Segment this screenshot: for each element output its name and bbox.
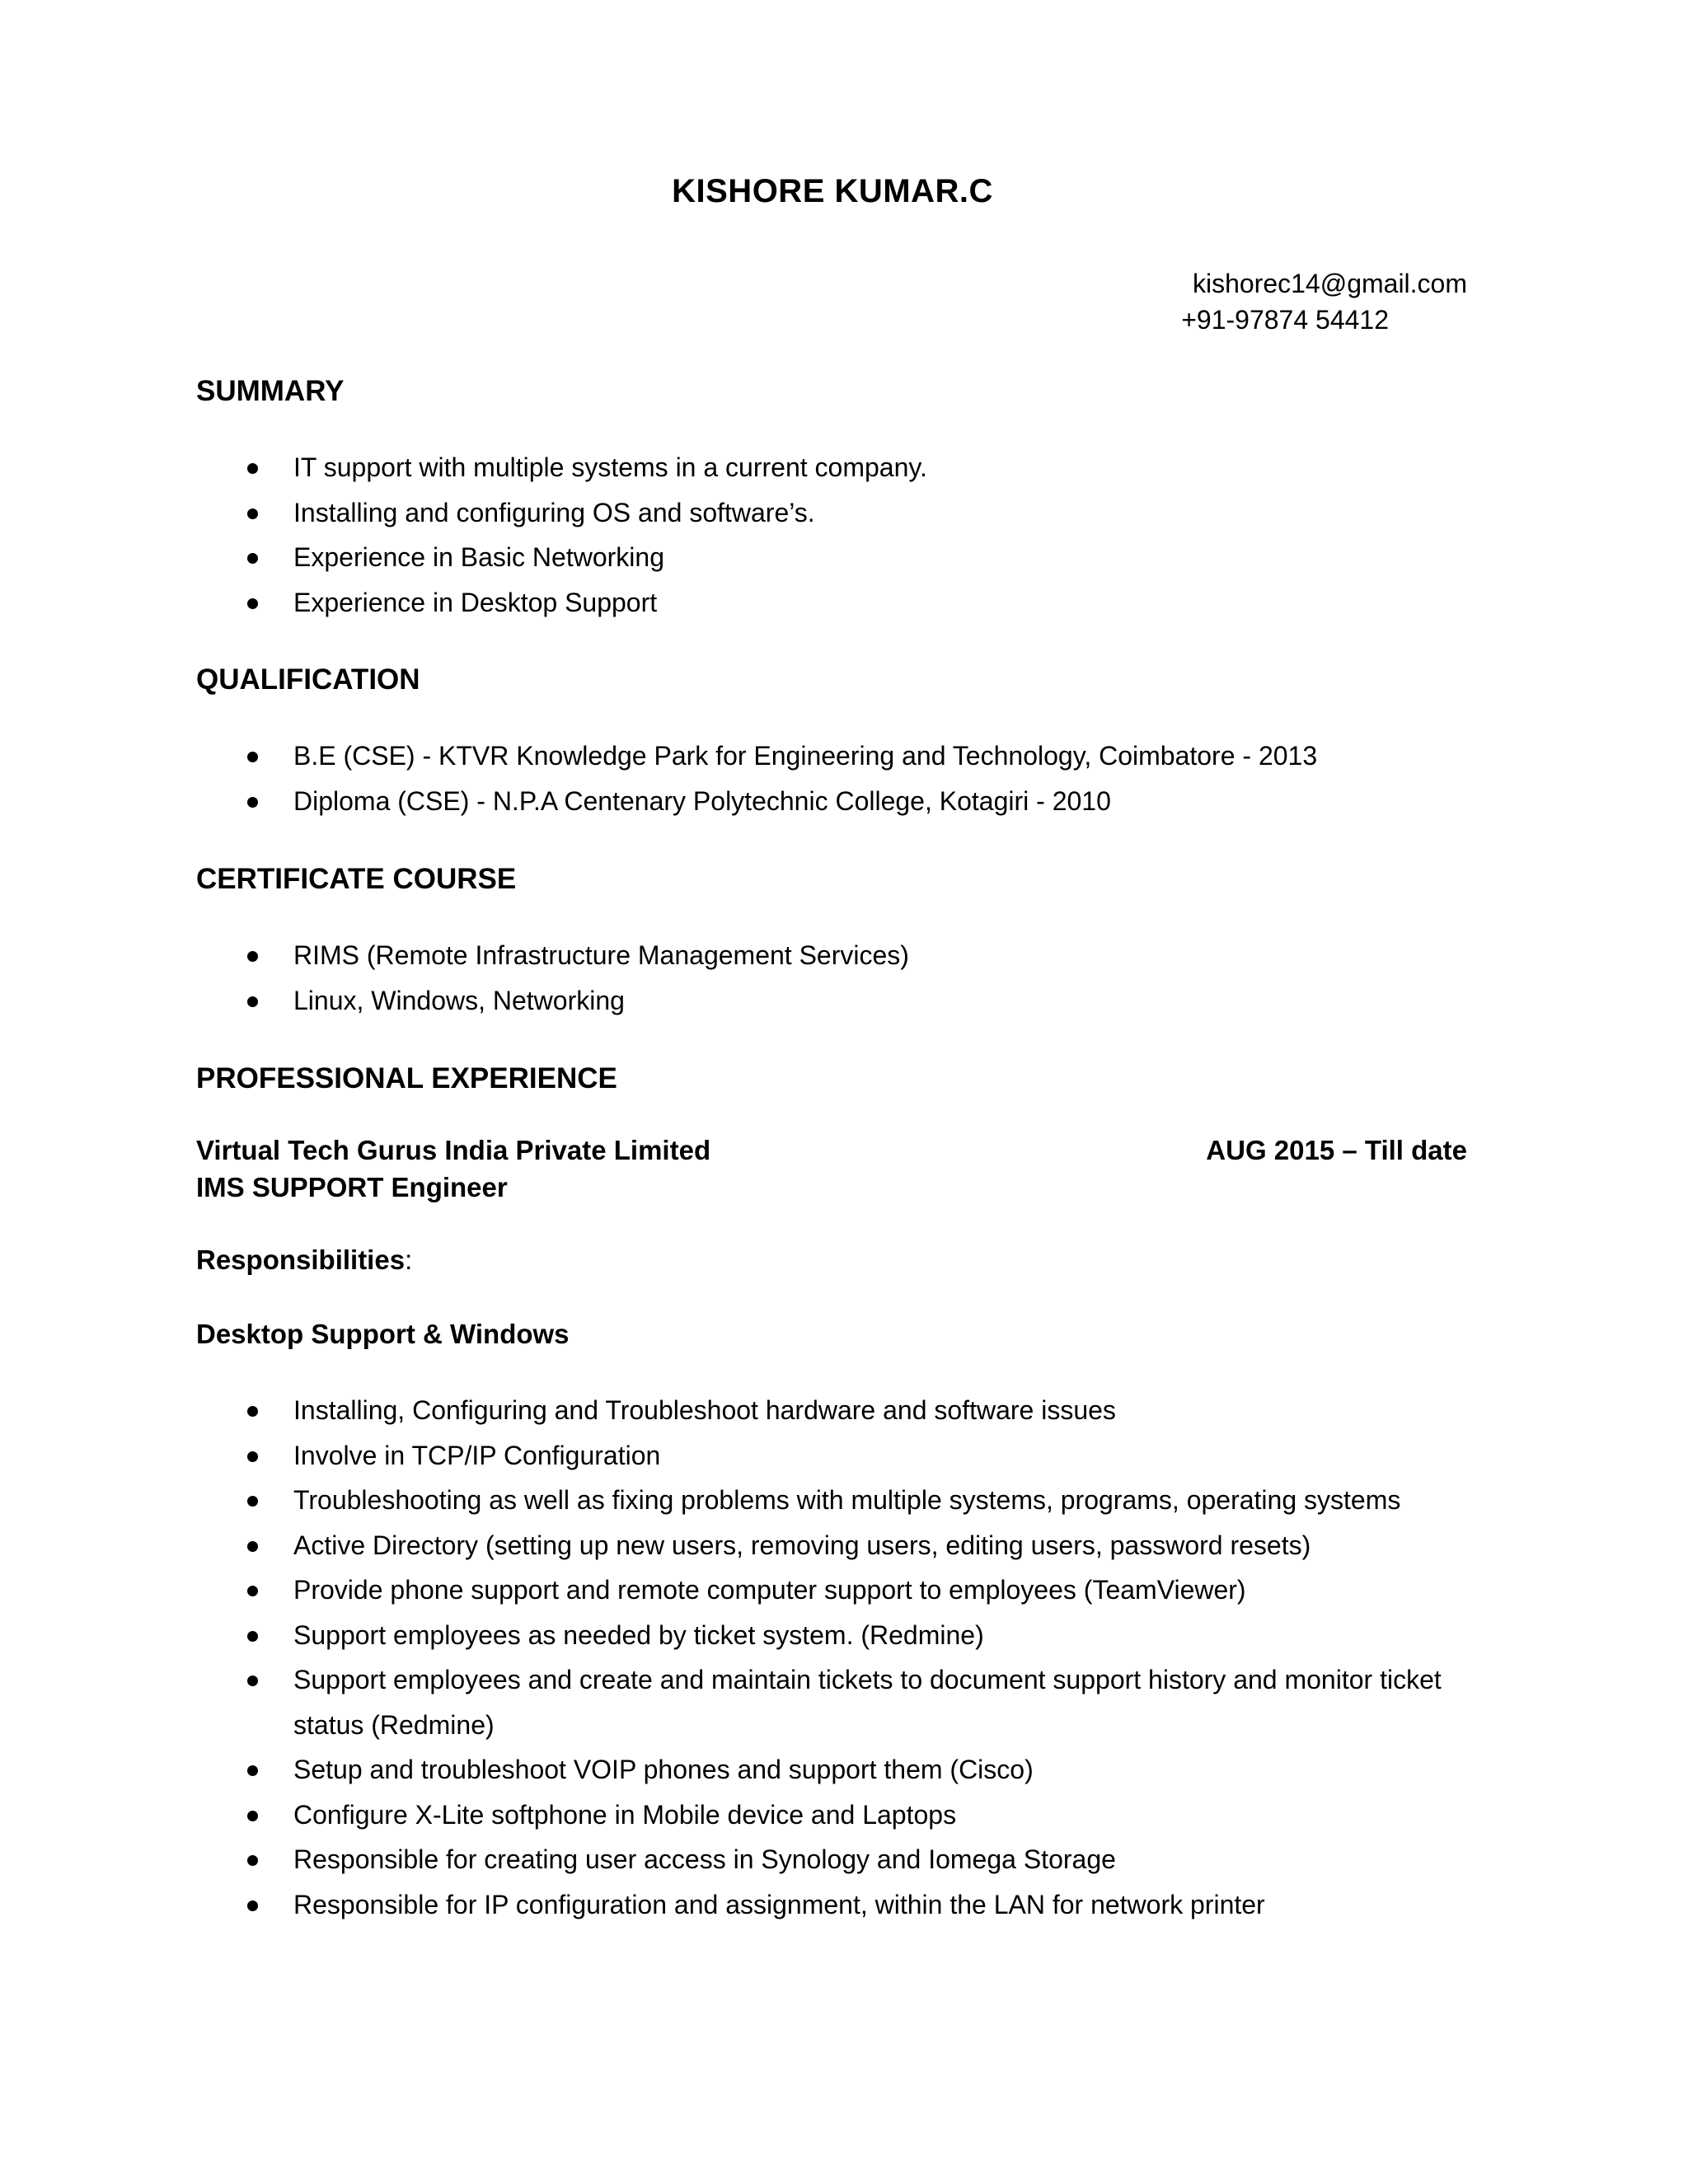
list-item: Installing and configuring OS and software’s.: [196, 490, 1482, 536]
summary-list: [196, 445, 1482, 625]
list-item: Provide phone support and remote computer support to employees (TeamViewer): [196, 1568, 1482, 1613]
employment-period: AUG 2015 – Till date: [1206, 1135, 1467, 1165]
candidate-name: KISHORE KUMAR.C: [672, 173, 993, 209]
list-item: Setup and troubleshoot VOIP phones and support them (Cisco): [196, 1747, 1482, 1793]
list-item: Configure X-Lite softphone in Mobile device and Laptops: [196, 1793, 1482, 1838]
list-item: Experience in Basic Networking: [196, 535, 1482, 580]
responsibilities-label: Responsibilities: [196, 1244, 406, 1275]
section-title-summary: SUMMARY: [196, 375, 345, 407]
job-role: IMS SUPPORT Engineer: [196, 1172, 508, 1202]
list-item: RIMS (Remote Infrastructure Management Services): [196, 933, 1482, 978]
section-title-certificate: CERTIFICATE COURSE: [196, 863, 517, 895]
list-item: Active Directory (setting up new users, removing users, editing users, password resets): [196, 1523, 1482, 1568]
list-item: Support employees as needed by ticket system. (Redmine): [196, 1613, 1482, 1658]
company-line: [196, 1135, 1467, 1166]
email-text: kishorec14@gmail.com: [1192, 269, 1467, 298]
list-item: Linux, Windows, Networking: [196, 978, 1482, 1024]
contact-block: [1071, 265, 1467, 338]
list-item: Involve in TCP/IP Configuration: [196, 1433, 1482, 1479]
responsibilities-colon: :: [405, 1244, 413, 1275]
qualification-list: [196, 733, 1482, 823]
list-item: Support employees and create and maintain tickets to document support history and monitor ticket status (Redmine): [196, 1657, 1482, 1747]
list-item: Troubleshooting as well as fixing problems with multiple systems, programs, operating systems: [196, 1478, 1482, 1523]
responsibilities-heading: [196, 1244, 1467, 1276]
phone-text: +91-97874 54412: [1181, 305, 1389, 335]
list-item: Responsible for IP configuration and assignment, within the LAN for network printer: [196, 1882, 1482, 1928]
list-item: Installing, Configuring and Troubleshoot hardware and software issues: [196, 1388, 1482, 1433]
list-item: Experience in Desktop Support: [196, 580, 1482, 626]
section-title-qualification: QUALIFICATION: [196, 663, 420, 696]
certificate-list: [196, 933, 1482, 1023]
list-item: IT support with multiple systems in a current company.: [196, 445, 1482, 490]
section-title-experience: PROFESSIONAL EXPERIENCE: [196, 1062, 617, 1094]
list-item: Responsible for creating user access in Synology and Iomega Storage: [196, 1837, 1482, 1882]
list-item: B.E (CSE) - KTVR Knowledge Park for Engineering and Technology, Coimbatore - 2013: [196, 733, 1482, 779]
list-item: Diploma (CSE) - N.P.A Centenary Polytechnic College, Kotagiri - 2010: [196, 779, 1482, 824]
responsibilities-list: [196, 1388, 1482, 1927]
company-name: Virtual Tech Gurus India Private Limited: [196, 1135, 711, 1165]
responsibilities-subheading: Desktop Support & Windows: [196, 1319, 570, 1349]
